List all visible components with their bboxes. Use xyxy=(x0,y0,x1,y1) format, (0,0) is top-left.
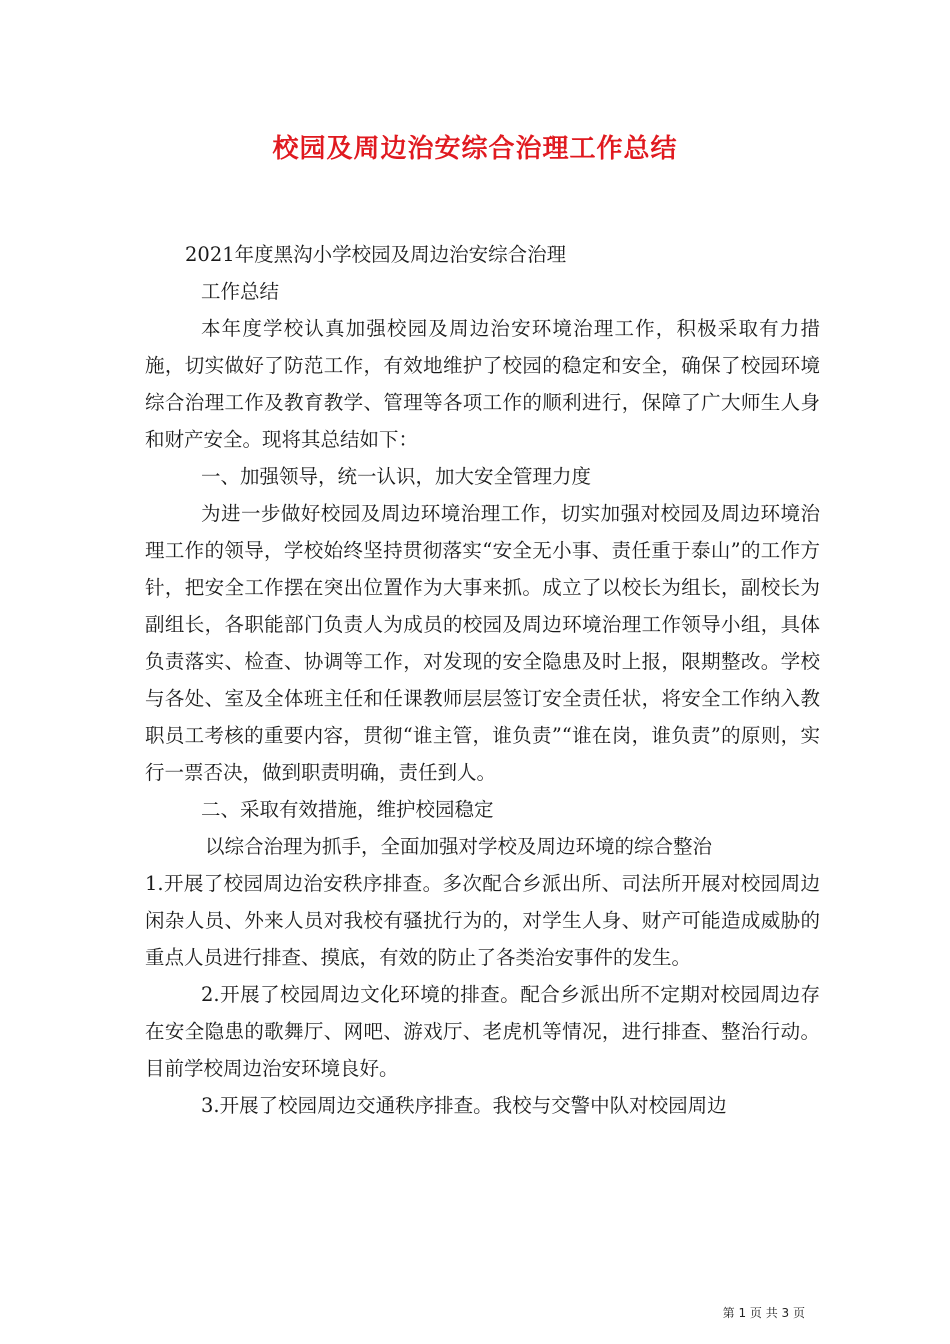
paragraph-subtitle-line-1: 2021年度黑沟小学校园及周边治安综合治理 xyxy=(185,243,567,266)
paragraph-subtitle-line-2: 工作总结 xyxy=(201,280,280,303)
section-heading-1: 一、加强领导，统一认识，加大安全管理力度 xyxy=(201,465,592,488)
document-title: 校园及周边治安综合治理工作总结 xyxy=(272,134,678,164)
section-heading-2: 二、采取有效措施，维护校园稳定 xyxy=(201,798,494,821)
paragraph-item-1: 1.开展了校园周边治安秩序排查。多次配合乡派出所、司法所开展对校园周边闲杂人员、外来人员对我校有骚扰行为的，对学生人身、财产可能造成威胁的重点人员进行排查、摸底，有效的防止了各类治安事件的发生。 xyxy=(145,872,820,969)
paragraph-intro: 本年度学校认真加强校园及周边治安环境治理工作，积极采取有力措施，切实做好了防范工作，有效地维护了校园的稳定和安全，确保了校园环境综合治理工作及教育教学、管理等各项工作的顺利进行，保障了广大师生人身和财产安全。现将其总结如下： xyxy=(145,317,820,451)
document-body xyxy=(145,236,820,1124)
paragraph-item-2: 2.开展了校园周边文化环境的排查。配合乡派出所不定期对校园周边存在安全隐患的歌舞厅、网吧、游戏厅、老虎机等情况，进行排查、整治行动。目前学校周边治安环境良好。 xyxy=(145,983,820,1080)
page-number: 第 1 页 共 3 页 xyxy=(722,1306,805,1320)
paragraph-item-3: 3.开展了校园周边交通秩序排查。我校与交警中队对校园周边 xyxy=(201,1094,727,1117)
paragraph-section-1: 为进一步做好校园及周边环境治理工作，切实加强对校园及周边环境治理工作的领导，学校始终坚持贯彻落实“安全无小事、责任重于泰山”的工作方针，把安全工作摆在突出位置作为大事来抓。成立了以校长为组长，副校长为副组长，各职能部门负责人为成员的校园及周边环境治理工作领导小组，具体负责落实、检查、协调等工作，对发现的安全隐患及时上报，限期整改。学校与各处、室及全体班主任和任课教师层层签订安全责任状，将安全工作纳入教职员工考核的重要内容，贯彻“谁主管，谁负责”“谁在岗，谁负责”的原则，实行一票否决，做到职责明确，责任到人。 xyxy=(145,502,820,784)
paragraph-section-2-lead: 以综合治理为抓手，全面加强对学校及周边环境的综合整治 xyxy=(205,835,713,858)
